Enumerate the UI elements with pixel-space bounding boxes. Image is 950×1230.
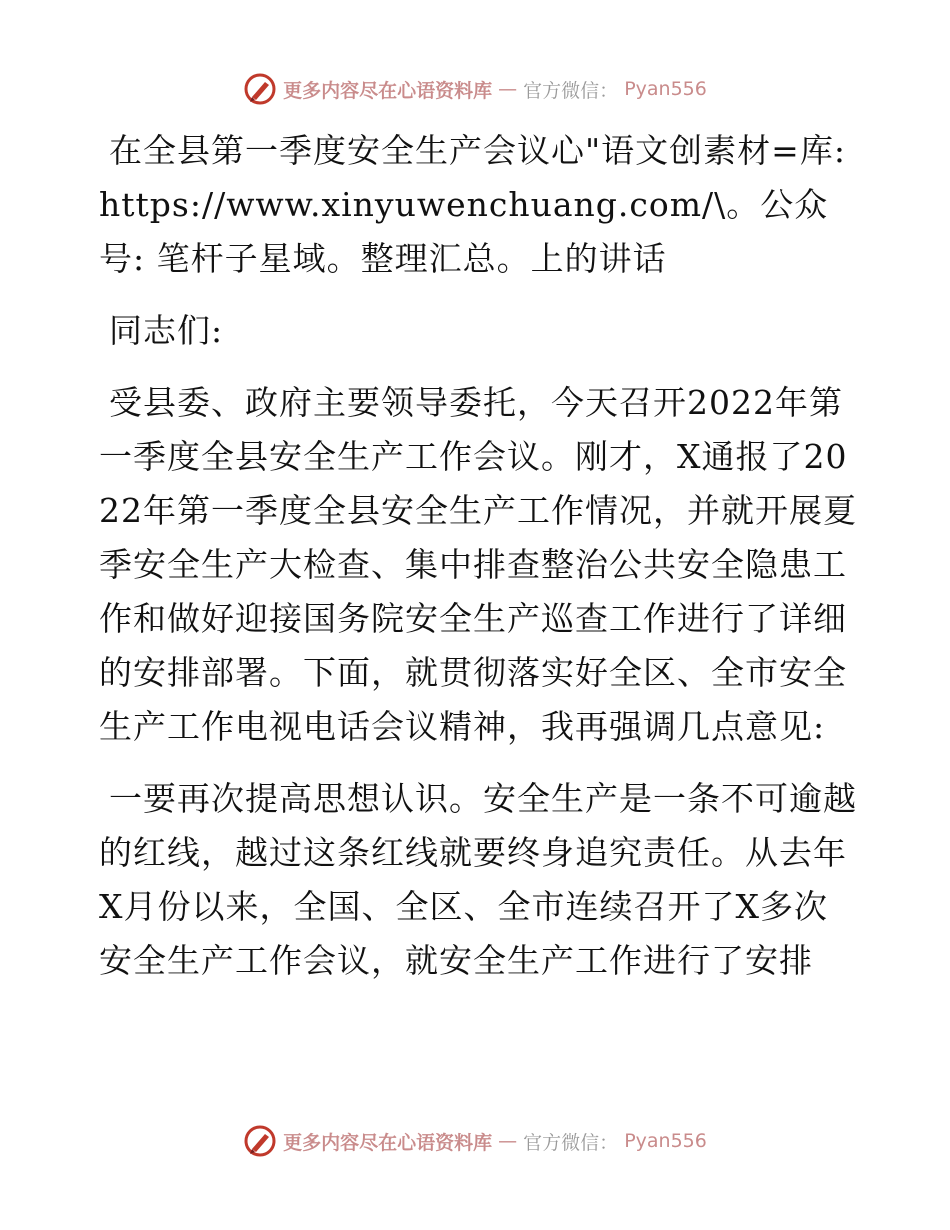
pen-logo-icon <box>243 1124 277 1158</box>
footer-watermark <box>0 1124 950 1158</box>
watermark-id: Pyan556 <box>624 78 707 100</box>
watermark-dash: — <box>498 1130 518 1152</box>
document-title: 在全县第一季度安全生产会议心"语文创素材=库: https://www.xinyuwenchuang.com/\。公众号: 笔杆子星域。整理汇总。上的讲话 <box>99 131 846 278</box>
pen-logo-icon <box>243 72 277 106</box>
watermark-label: 官方微信： <box>523 1131 619 1154</box>
watermark-label: 官方微信： <box>523 79 619 102</box>
paragraph-point-one: 一要再次提高思想认识。安全生产是一条不可逾越的红线，越过这条红线就要终身追究责任。从去年X月份以来，全国、全区、全市连续召开了X多次安全生产工作会议，就安全生产工作进行了安排 <box>99 779 857 980</box>
watermark-id: Pyan556 <box>624 1130 707 1152</box>
paragraph-intro: 受县委、政府主要领导委托，今天召开2022年第一季度全县安全生产工作会议。刚才，X通报了2022年第一季度全县安全生产工作情况，并就开展夏季安全生产大检查、集中排查整治公共安全隐患工作和做好迎接国务院安全生产巡查工作进行了详细的安排部署。下面，就贯彻落实好全区、全市安全生产工作电视电话会议精神，我再强调几点意见: <box>99 383 857 746</box>
document-body <box>99 124 859 1006</box>
watermark-brand: 更多内容尽在心语资料库 <box>283 79 493 102</box>
paragraph-salutation: 同志们: <box>109 311 224 350</box>
watermark-brand: 更多内容尽在心语资料库 <box>283 1131 493 1154</box>
watermark-dash: — <box>498 78 518 100</box>
header-watermark <box>0 72 950 106</box>
